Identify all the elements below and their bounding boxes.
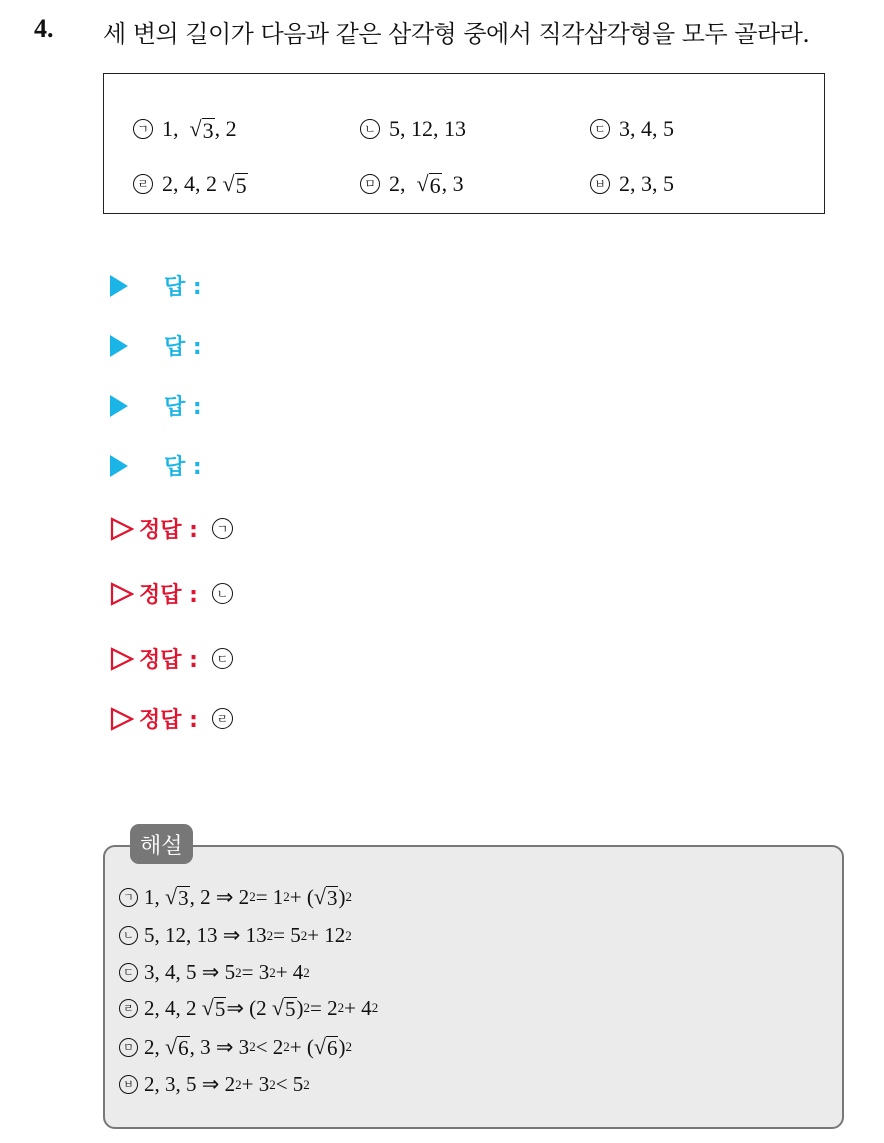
question-text: 세 변의 길이가 다음과 같은 삼각형 중에서 직각삼각형을 모두 골라라.	[103, 20, 810, 48]
correct-label: 정답 :	[139, 518, 198, 543]
triangle-bullet-icon	[110, 275, 128, 297]
correct-label: 정답 :	[139, 648, 198, 673]
answer-row	[110, 390, 202, 421]
outline-triangle-icon	[110, 707, 134, 731]
triangle-bullet-icon	[110, 455, 128, 477]
choice-2: ㄴ 5, 12, 13	[360, 116, 466, 142]
explanation-line: ㄴ 5, 12, 13 ⇒ 13 2 = 5 2 + 12 2	[119, 923, 352, 948]
outline-triangle-icon	[110, 647, 134, 671]
sqrt: √ 5	[222, 171, 247, 198]
correct-value: ㄹ	[212, 708, 233, 729]
correct-label: 정답 :	[139, 583, 198, 608]
correct-row	[110, 513, 233, 544]
correct-row	[110, 703, 233, 734]
choice-marker: ㄱ	[133, 119, 153, 139]
answer-row	[110, 450, 202, 481]
explanation-title: 해설	[130, 824, 193, 864]
correct-value: ㄷ	[212, 648, 233, 669]
answer-row	[110, 270, 202, 301]
answer-label: 답 :	[164, 455, 202, 480]
triangle-bullet-icon	[110, 335, 128, 357]
explanation-line: ㅁ 2, √ 6 , 3 ⇒ 3 2 < 2 2 + ( √ 6 ) 2	[119, 1034, 352, 1060]
choice-marker: ㅁ	[360, 174, 380, 194]
correct-value: ㄴ	[212, 583, 233, 604]
sqrt: √ 6	[416, 171, 441, 198]
outline-triangle-icon	[110, 582, 134, 606]
triangle-bullet-icon	[110, 395, 128, 417]
choice-3: ㄷ 3, 4, 5	[590, 116, 674, 142]
sqrt: √ 3	[189, 116, 214, 143]
choice-4: ㄹ 2, 4, 2 √ 5	[133, 171, 248, 197]
outline-triangle-icon	[110, 517, 134, 541]
question-number: 4.	[34, 14, 54, 43]
answer-label: 답 :	[164, 275, 202, 300]
explanation-line: ㄹ 2, 4, 2 √ 5 ⇒ (2 √ 5 ) 2 = 2 2 + 4 2	[119, 995, 378, 1021]
explanation-line: ㄱ 1, √ 3 , 2 ⇒ 2 2 = 1 2 + ( √ 3 ) 2	[119, 884, 352, 910]
choice-6: ㅂ 2, 3, 5	[590, 171, 674, 197]
choice-marker: ㄹ	[133, 174, 153, 194]
choice-marker: ㄴ	[360, 119, 380, 139]
correct-label: 정답 :	[139, 708, 198, 733]
choice-marker: ㄷ	[590, 119, 610, 139]
correct-row	[110, 643, 233, 674]
choice-1: ㄱ 1, √ 3 , 2	[133, 116, 237, 142]
answer-row	[110, 330, 202, 361]
correct-value: ㄱ	[212, 518, 233, 539]
correct-row	[110, 578, 233, 609]
choice-5: ㅁ 2, √ 6 , 3	[360, 171, 464, 197]
explanation-line: ㅂ 2, 3, 5 ⇒ 2 2 + 3 2 < 5 2	[119, 1072, 310, 1097]
answer-label: 답 :	[164, 395, 202, 420]
answer-label: 답 :	[164, 335, 202, 360]
choice-marker: ㅂ	[590, 174, 610, 194]
explanation-line: ㄷ 3, 4, 5 ⇒ 5 2 = 3 2 + 4 2	[119, 960, 310, 985]
